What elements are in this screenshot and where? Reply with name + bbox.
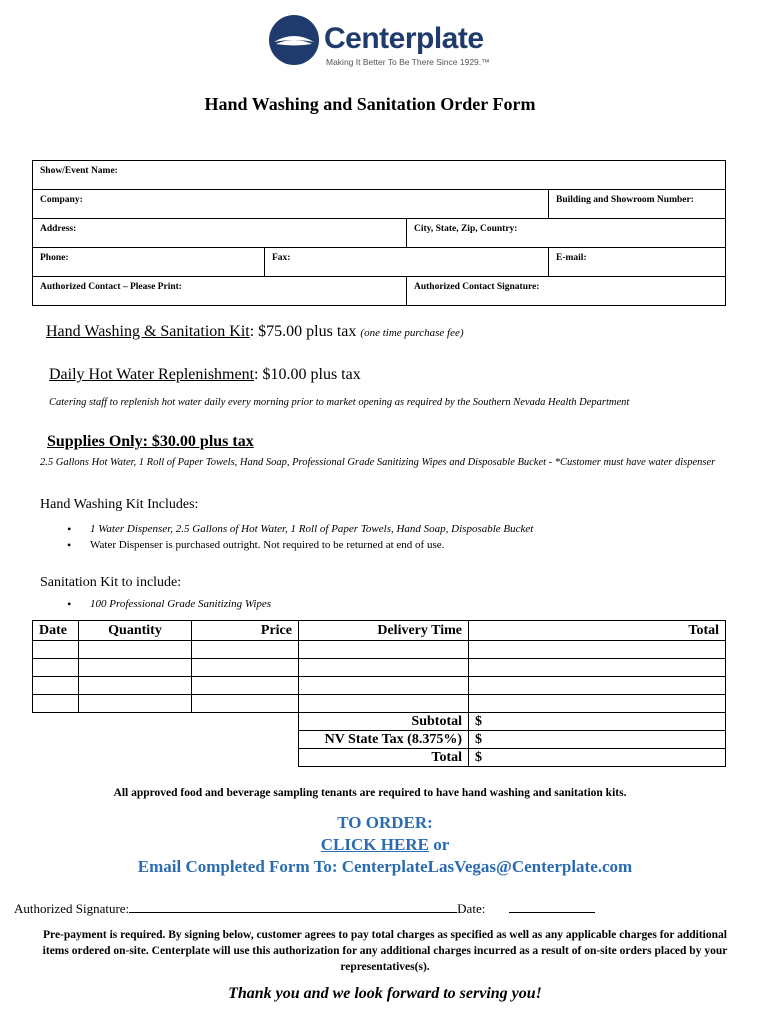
hot-water-line (49, 366, 361, 384)
requirement-notice: All approved food and beverage sampling tenants are required to have hand washing and sanitation kits. (113, 787, 627, 799)
field-label: City, State, Zip, Country: (414, 224, 518, 234)
cta-or: or (428, 835, 450, 854)
signature-line (14, 900, 595, 917)
hot-water-price: : $10.00 plus tax (254, 366, 361, 383)
san-kit-list (62, 597, 462, 611)
cell[interactable] (33, 659, 79, 677)
cell[interactable] (33, 695, 79, 713)
col-date: Date (33, 621, 79, 641)
cell[interactable] (79, 695, 192, 713)
kit-label: Hand Washing & Sanitation Kit (46, 323, 250, 340)
total-label: Total (299, 749, 469, 767)
cell[interactable] (79, 641, 192, 659)
san-kit-heading: Sanitation Kit to include: (40, 575, 182, 590)
order-table (32, 620, 726, 767)
hot-water-note: Catering staff to replenish hot water daily every morning prior to market opening as required by the Southern Nevada Health Department (49, 397, 630, 408)
to-order-heading: TO ORDER: (337, 813, 433, 832)
email-field[interactable] (549, 248, 726, 277)
prepayment-notice: Pre-payment is required. By signing below, customer agrees to pay total charges as specified as well as any applicable charges for additional items ordered on-site. Centerplate will use this authorization for any additional charges incurred as a result of on-site orders placed by your representatives(s). (42, 929, 728, 973)
col-delivery-time: Delivery Time (299, 621, 469, 641)
field-label: Company: (40, 195, 83, 205)
cell[interactable] (33, 677, 79, 695)
cell[interactable] (299, 659, 469, 677)
kit-price-line (46, 323, 464, 341)
logo-tagline: Making It Better To Be There Since 1929.™ (326, 57, 490, 67)
hot-water-label: Daily Hot Water Replenishment (49, 366, 255, 383)
field-label: Authorized Contact – Please Print: (40, 282, 182, 292)
fax-field[interactable] (265, 248, 549, 277)
table-row (33, 695, 726, 713)
col-total: Total (469, 621, 726, 641)
cell[interactable] (79, 677, 192, 695)
cell[interactable] (79, 659, 192, 677)
list-item: • Water Dispenser is purchased outright. Not required to be returned at end of use. (62, 538, 582, 552)
cell[interactable] (192, 641, 299, 659)
city-field[interactable] (407, 219, 726, 248)
table-row (33, 641, 726, 659)
cell[interactable] (33, 641, 79, 659)
total-value[interactable]: $ (469, 749, 726, 767)
show-event-field[interactable] (33, 161, 726, 190)
cell[interactable] (469, 659, 726, 677)
cell[interactable] (192, 659, 299, 677)
field-label: Authorized Contact Signature: (414, 282, 540, 292)
subtotal-label: Subtotal (299, 713, 469, 731)
list-item: • 100 Professional Grade Sanitizing Wipes (62, 597, 462, 611)
cta-line (0, 835, 770, 855)
cell[interactable] (299, 677, 469, 695)
building-field[interactable] (549, 190, 726, 219)
kit-price: : $75.00 plus tax (249, 323, 357, 340)
field-label: Address: (40, 224, 77, 234)
table-row (33, 677, 726, 695)
field-label: Show/Event Name: (40, 166, 118, 176)
cell[interactable] (299, 695, 469, 713)
company-field[interactable] (33, 190, 549, 219)
col-price: Price (192, 621, 299, 641)
subtotal-row (33, 713, 726, 731)
cell[interactable] (469, 677, 726, 695)
cell[interactable] (469, 695, 726, 713)
contact-info-table (32, 160, 726, 306)
field-label: Phone: (40, 253, 69, 263)
centerplate-logo-icon (268, 14, 320, 66)
contact-name-field[interactable] (33, 277, 407, 306)
subtotal-value[interactable]: $ (469, 713, 726, 731)
col-quantity: Quantity (79, 621, 192, 641)
contact-signature-field[interactable] (407, 277, 726, 306)
tax-label: NV State Tax (8.375%) (299, 731, 469, 749)
email-instruction: Email Completed Form To: CenterplateLasVegas@Centerplate.com (137, 857, 633, 876)
thank-you-message: Thank you and we look forward to serving you! (228, 985, 542, 1002)
click-here-link[interactable]: CLICK HERE (320, 835, 429, 854)
hw-kit-heading: Hand Washing Kit Includes: (40, 497, 199, 512)
list-item: • 1 Water Dispenser, 2.5 Gallons of Hot Water, 1 Roll of Paper Towels, Hand Soap, Disposable Bucket (62, 522, 582, 536)
address-field[interactable] (33, 219, 407, 248)
table-row (33, 659, 726, 677)
supplies-label: Supplies Only: $30.00 plus tax (47, 433, 254, 450)
page-title: Hand Washing and Sanitation Order Form (204, 94, 536, 114)
kit-note: (one time purchase fee) (360, 327, 464, 339)
tax-value[interactable]: $ (469, 731, 726, 749)
cell[interactable] (192, 695, 299, 713)
tax-row (33, 731, 726, 749)
date-label: Date: (457, 901, 486, 916)
cell[interactable] (299, 641, 469, 659)
total-row (33, 749, 726, 767)
phone-field[interactable] (33, 248, 265, 277)
cell[interactable] (469, 641, 726, 659)
field-label: Building and Showroom Number: (556, 195, 694, 205)
field-label: E-mail: (556, 253, 587, 263)
signature-label: Authorized Signature: (14, 901, 130, 916)
cell[interactable] (192, 677, 299, 695)
signature-input[interactable] (129, 900, 457, 913)
field-label: Fax: (272, 253, 291, 263)
logo-wordmark: Centerplate (324, 22, 484, 55)
hw-kit-list (62, 522, 582, 552)
supplies-note: 2.5 Gallons Hot Water, 1 Roll of Paper Towels, Hand Soap, Professional Grade Sanitizing Wipes and Disposable Bucket - *Customer must have water dispenser (40, 457, 716, 468)
date-input[interactable] (509, 900, 595, 913)
